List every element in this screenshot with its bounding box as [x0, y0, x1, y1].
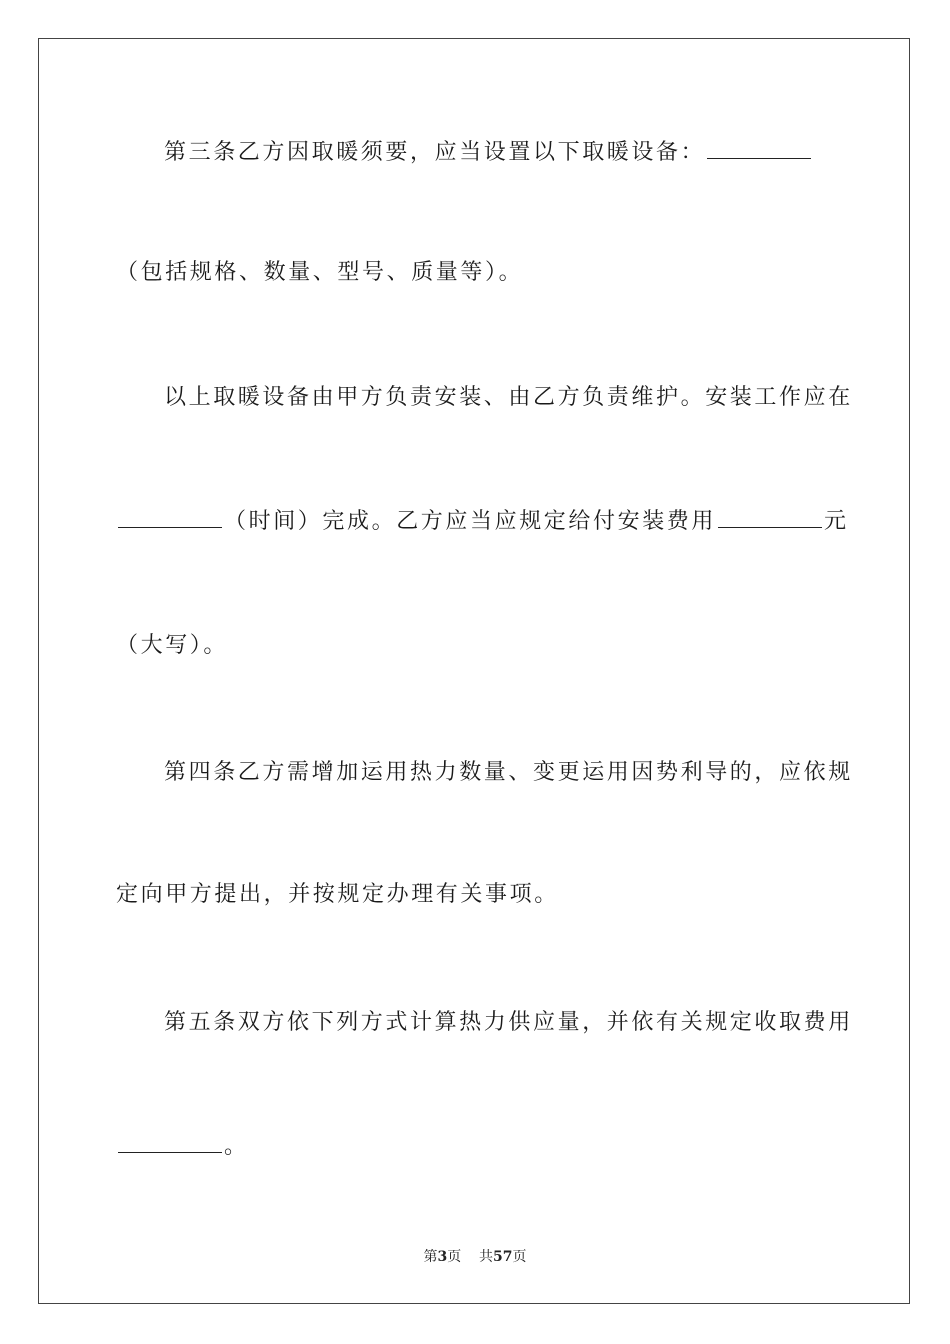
- page-footer: [0, 1246, 950, 1266]
- install-text: 以上取暖设备由甲方负责安装、由乙方负责维护。安装工作应在: [164, 385, 853, 410]
- clause-4-text-cont: 定向甲方提出，并按规定办理有关事项。: [116, 882, 559, 907]
- clause-3-text: 第三条乙方因取暖须要，应当设置以下取暖设备：: [164, 140, 706, 165]
- total-pages: 57: [493, 1249, 513, 1265]
- install-line-2: [116, 507, 849, 537]
- clause-5-line-1: [116, 1008, 853, 1038]
- clause-4-line-2: [116, 880, 836, 910]
- equipment-blank: [707, 156, 811, 159]
- currency-unit: 元: [824, 509, 849, 534]
- page-number: 3: [437, 1249, 448, 1265]
- capital-amount-text: （大写）。: [116, 633, 229, 658]
- page-suffix: 页: [447, 1249, 462, 1265]
- total-suffix: 页: [512, 1249, 527, 1265]
- page-border: [38, 38, 910, 1304]
- clause-3-line-2: [116, 258, 836, 288]
- clause-3-line-1: [116, 138, 836, 168]
- clause-4-text: 第四条乙方需增加运用热力数量、变更运用因势利导的，应依规: [164, 760, 853, 785]
- clause-5-end: 。: [224, 1134, 249, 1159]
- page-prefix: 第: [423, 1249, 438, 1265]
- total-prefix: 共: [479, 1249, 494, 1265]
- clause-4-line-1: [116, 758, 853, 788]
- clause-5-text: 第五条双方依下列方式计算热力供应量，并依有关规定收取费用: [164, 1010, 853, 1035]
- fee-method-blank: [118, 1150, 222, 1153]
- clause-5-line-2: [116, 1132, 836, 1162]
- install-time-text: （时间）完成。乙方应当应规定给付安装费用: [224, 509, 717, 534]
- install-line-3: [116, 631, 836, 661]
- fee-blank: [718, 525, 822, 528]
- time-blank: [118, 525, 222, 528]
- clause-3-spec-text: （包括规格、数量、型号、质量等）。: [116, 260, 524, 285]
- install-line-1: [116, 383, 853, 413]
